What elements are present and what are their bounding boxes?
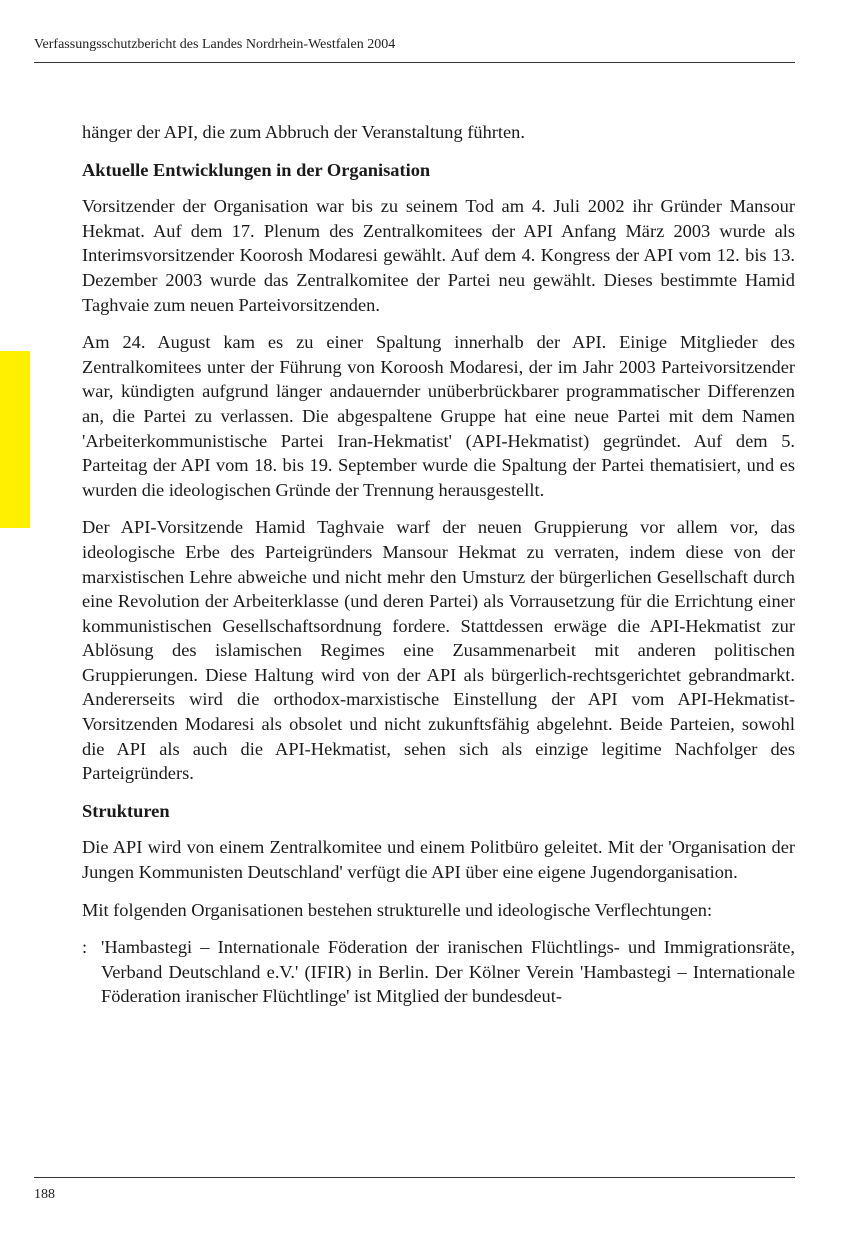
paragraph-verflechtungen: Mit folgenden Organisationen bestehen strukturelle und ideologische Verflechtungen:	[82, 899, 713, 920]
running-head-title: Verfassungsschutzbericht des Landes Nordrhein-Westfalen 2004	[34, 37, 396, 52]
header-rule	[34, 62, 795, 63]
page-number: 188	[34, 1187, 55, 1202]
paragraph-spaltung: Am 24. August kam es zu einer Spaltung innerhalb der API. Einige Mitglieder des Zentralkomitees unter der Führung von Koroosh Modaresi, der im Jahr 2003 Parteivorsitzender war, kündigten aufgrund länger andauernder unüberbrückbarer programmatischer Differenzen an, die Partei zu verlassen. Die abgespaltene Gruppe hat eine neue Partei mit dem Namen 'Arbeiterkommunistische Partei Iran-Hekmatist' (API-Hekmatist) gegründet. Auf dem 5. Parteitag der API vom 18. bis 19. September wurde die Spaltung der Partei thematisiert, und es wurden die ideologischen Gründe der Trennung herausgestellt.	[82, 332, 795, 500]
list-item-text: 'Hambastegi – Internationale Föderation der iranischen Flüchtlings- und Immigrationsräte, Verband Deutschland e.V.' (IFIR) in Berlin. Der Kölner Verein 'Hambastegi – Internationale Föderation iranischer Flüchtlinge' ist Mitglied der bundesdeut-	[101, 937, 795, 1007]
paragraph-strukturen: Die API wird von einem Zentralkomitee und einem Politbüro geleitet. Mit der 'Organisation der Jungen Kommunisten Deutschland' verfügt die API über eine eigene Jugendorganisation.	[82, 837, 795, 883]
paragraph-continued: hänger der API, die zum Abbruch der Veranstaltung führten.	[82, 122, 525, 142]
footer-rule	[34, 1177, 795, 1178]
page-content	[82, 120, 795, 1009]
heading-strukturen: Strukturen	[82, 800, 170, 821]
paragraph-vorwurf: Der API-Vorsitzende Hamid Taghvaie warf der neuen Gruppierung vor allem vor, das ideologische Erbe des Parteigründers Mansour Hekmat zu verraten, indem diese von der marxistischen Lehre abweiche und nicht mehr den Umsturz der bürgerlichen Gesellschaft durch eine Revolution der Arbeiterklasse (und deren Partei) als Vorrausetzung für die Errichtung einer kommunistischen Gesellschaftsordnung fordere. Stattdessen erwäge die API-Hekmatist zur Ablösung des islamischen Regimes eine Zusammenarbeit mit anderen politischen Gruppierungen. Diese Haltung wird von der API als bürgerlich-rechtsgerichtet gebrandmarkt. Andererseits wird die orthodox-marxistische Einstellung der API vom API-Hekmatist-Vorsitzenden Modaresi als obsolet und nicht zukunftsfähig abgelehnt. Beide Parteien, sowohl die API als auch die API-Hekmatist, sehen sich als einzige legitime Nachfolger des Parteigründers.	[82, 517, 795, 784]
list-bullet: :	[82, 937, 88, 958]
paragraph-vorsitzender: Vorsitzender der Organisation war bis zu seinem Tod am 4. Juli 2002 ihr Gründer Mansour Hekmat. Auf dem 17. Plenum des Zentralkomitees der API Anfang März 2003 wurde als Interimsvorsitzender Koorosh Modaresi gewählt. Auf dem 4. Kongress der API vom 12. bis 13. Dezember 2003 wurde das Zentralkomitee der Partei neu gewählt. Dieses bestimmte Hamid Taghvaie zum neuen Parteivorsitzenden.	[82, 196, 795, 315]
list-item	[82, 935, 795, 1009]
margin-marker	[0, 351, 30, 528]
heading-aktuelle-entwicklungen: Aktuelle Entwicklungen in der Organisation	[82, 159, 431, 180]
